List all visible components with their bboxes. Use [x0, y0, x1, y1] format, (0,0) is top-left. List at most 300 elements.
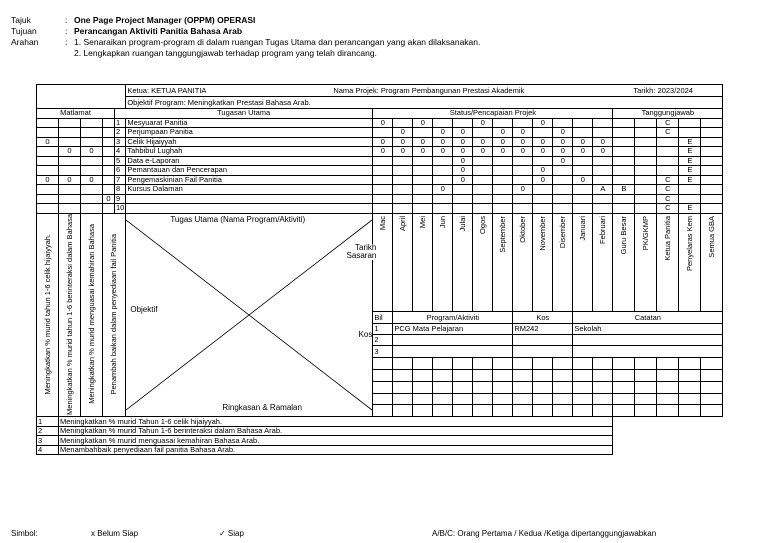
responsibility-mark — [613, 204, 635, 214]
matlamat-mark — [103, 185, 115, 195]
status-mark: 0 — [553, 147, 573, 157]
empty-cell — [679, 393, 701, 405]
status-mark — [413, 128, 433, 138]
task-name: Pengemaskinian Fail Panitia — [126, 175, 373, 185]
objective-text: Meningkatkan % murid Tahun 1-6 celik hijaiyyah. — [59, 417, 613, 427]
matlamat-mark — [103, 137, 115, 147]
task-number: 5 — [115, 156, 126, 166]
arahan-2: 2. Lengkapkan ruangan tanggungjawab terhadap program yang telah dirancang. — [74, 48, 377, 58]
status-mark — [393, 204, 413, 214]
matlamat-mark — [81, 194, 103, 204]
empty-cell — [533, 369, 553, 381]
matlamat-mark: 0 — [37, 137, 59, 147]
matlamat-vertical-text: Meningkatkan % murid tahun 1-6 berinteraksi dalam Bahasa — [64, 213, 74, 415]
responsibility-mark — [657, 156, 679, 166]
month-label: Februari — [597, 215, 607, 244]
grid-row — [37, 97, 723, 109]
empty-cell — [533, 381, 553, 393]
status-mark — [393, 175, 413, 185]
header-value: 1. Senaraikan program-program di dalam ruangan Tugas Utama dan perancangan yang akan dilaksanakan. — [74, 37, 481, 47]
status-mark: 0 — [393, 128, 413, 138]
status-mark — [553, 118, 573, 128]
empty-cell — [613, 393, 635, 405]
status-mark — [593, 194, 613, 204]
cost-kos — [513, 335, 573, 346]
grid-row — [37, 204, 723, 214]
status-mark — [453, 204, 473, 214]
empty-cell — [593, 357, 613, 369]
document-header — [11, 15, 480, 59]
spacer-cell — [701, 194, 723, 204]
status-mark — [593, 156, 613, 166]
ringkasan-label: Ringkasan & Ramalan — [222, 403, 302, 413]
status-mark: 0 — [433, 128, 453, 138]
status-mark: 0 — [573, 137, 593, 147]
status-mark: 0 — [373, 147, 393, 157]
empty-cell — [593, 405, 613, 417]
status-mark — [413, 204, 433, 214]
ketua: Ketua: KETUA PANITIA — [127, 85, 207, 95]
responsibility-mark — [613, 166, 635, 176]
month-label: Januari — [577, 215, 587, 241]
status-mark: 0 — [413, 118, 433, 128]
matlamat-vertical-text: Meningkatkan % murid tahun 1-6 celik hijaiyyah. — [42, 233, 52, 395]
month-label: Disember — [557, 215, 567, 248]
siap-legend: ✓ Siap — [219, 529, 244, 538]
status-mark: 0 — [413, 137, 433, 147]
task-name: Celik Hijaiyyah — [126, 137, 373, 147]
status-mark — [533, 185, 553, 195]
status-mark: 0 — [453, 147, 473, 157]
empty-cell — [493, 357, 513, 369]
status-mark: 0 — [533, 118, 553, 128]
task-name: Mesyuarat Panitia — [126, 118, 373, 128]
status-mark — [473, 175, 493, 185]
cost-kos — [513, 346, 573, 357]
task-name: Perjumpaan Panitia — [126, 128, 373, 138]
matlamat-mark — [37, 166, 59, 176]
responsibility-mark: C — [657, 204, 679, 214]
empty-cell — [593, 381, 613, 393]
empty-cell — [593, 369, 613, 381]
responsibility-mark: E — [679, 137, 701, 147]
matlamat-mark — [81, 166, 103, 176]
empty-cell — [635, 381, 657, 393]
empty-cell — [373, 393, 393, 405]
status-mark: 0 — [533, 166, 553, 176]
sasaran-label: Sasaran — [346, 250, 377, 260]
empty-cell — [573, 405, 593, 417]
tarikh-label: Tarikh — [355, 242, 377, 252]
month-header — [493, 213, 513, 312]
objektif-program: Objektif Program: Meningkatkan Prestasi Bahasa Arab. — [126, 97, 723, 109]
status-mark: 0 — [573, 147, 593, 157]
spacer-cell — [701, 147, 723, 157]
matlamat-mark: 0 — [59, 175, 81, 185]
task-number: 8 — [115, 185, 126, 195]
empty-cell — [573, 357, 593, 369]
empty-cell — [373, 369, 393, 381]
status-mark — [433, 166, 453, 176]
status-mark — [473, 128, 493, 138]
role-label: Guru Besar — [618, 215, 628, 254]
empty-cell — [513, 357, 533, 369]
role-label: Penyelaras Kem — [684, 215, 694, 271]
status-mark — [493, 175, 513, 185]
objective-number: 3 — [37, 436, 59, 446]
matlamat-mark — [37, 128, 59, 138]
status-mark: 0 — [433, 147, 453, 157]
header-row — [11, 37, 480, 48]
empty-cell — [613, 369, 635, 381]
month-header — [393, 213, 413, 312]
tarikh: Tarikh: 2023/2024 — [633, 85, 693, 95]
task-number: 6 — [115, 166, 126, 176]
empty-cell — [433, 393, 453, 405]
matlamat-mark — [81, 185, 103, 195]
status-mark — [573, 156, 593, 166]
matlamat-mark: 0 — [103, 194, 115, 204]
task-name: Tahbibul Lughah — [126, 147, 373, 157]
status-mark — [473, 156, 493, 166]
matlamat-mark — [59, 137, 81, 147]
grid-row — [37, 147, 723, 157]
spacer-cell — [701, 204, 723, 214]
grid-row — [37, 166, 723, 176]
month-header — [573, 213, 593, 312]
status-mark — [473, 204, 493, 214]
empty-cell — [453, 381, 473, 393]
grid-row — [37, 445, 723, 455]
empty-cell — [635, 393, 657, 405]
status-mark — [533, 194, 553, 204]
task-number: 4 — [115, 147, 126, 157]
kos-header: Kos — [513, 312, 573, 323]
empty-cell — [513, 369, 533, 381]
empty-cell — [473, 369, 493, 381]
status-mark: 0 — [453, 137, 473, 147]
empty-cell — [701, 381, 723, 393]
status-mark: A — [593, 185, 613, 195]
responsibility-mark — [679, 118, 701, 128]
status-mark: 0 — [513, 128, 533, 138]
empty-cell — [393, 357, 413, 369]
empty-cell — [701, 405, 723, 417]
status-mark — [573, 128, 593, 138]
month-header — [453, 213, 473, 312]
status-mark — [433, 204, 453, 214]
responsibility-mark: C — [657, 175, 679, 185]
status-mark — [573, 204, 593, 214]
responsibility-mark — [635, 185, 657, 195]
status-mark: 0 — [493, 147, 513, 157]
month-header — [433, 213, 453, 312]
month-label: Julai — [457, 215, 467, 231]
responsibility-mark: B — [613, 185, 635, 195]
empty-cell — [573, 381, 593, 393]
status-mark — [393, 156, 413, 166]
matlamat-mark — [37, 147, 59, 157]
empty-cell — [573, 393, 593, 405]
status-mark: 0 — [553, 128, 573, 138]
responsibility-mark — [635, 137, 657, 147]
status-mark — [493, 185, 513, 195]
task-number: 3 — [115, 137, 126, 147]
empty-cell — [533, 357, 553, 369]
cost-catatan: Sekolah — [573, 323, 723, 334]
month-header — [473, 213, 493, 312]
status-mark: 0 — [393, 147, 413, 157]
status-mark — [433, 194, 453, 204]
header-value: One Page Project Manager (OPPM) OPERASI — [74, 15, 256, 25]
empty-cell — [573, 369, 593, 381]
empty-cell — [413, 405, 433, 417]
month-label: Mac — [377, 215, 387, 230]
objective-text: Meningkatkan % murid Tahun 1-6 berinteraksi dalam Bahasa Arab. — [59, 426, 613, 436]
role-label: Ketua Panitia — [662, 215, 672, 261]
empty-cell — [613, 357, 635, 369]
grid-row — [37, 156, 723, 166]
responsibility-mark — [635, 175, 657, 185]
status-mark: 0 — [493, 137, 513, 147]
status-mark — [413, 194, 433, 204]
matlamat-mark — [103, 147, 115, 157]
empty-cell — [553, 381, 573, 393]
spacer-cell — [701, 156, 723, 166]
header-key: Tajuk — [11, 15, 31, 25]
responsibility-mark — [635, 194, 657, 204]
responsibility-mark: C — [657, 185, 679, 195]
nama-projek: Nama Projek: Program Pembangunan Prestasi Akademik — [333, 85, 525, 95]
header-colon: : — [65, 15, 68, 25]
status-mark — [493, 194, 513, 204]
month-label: September — [497, 215, 507, 253]
matlamat-mark — [59, 118, 81, 128]
top-left-blank — [37, 85, 126, 109]
empty-cell — [657, 357, 679, 369]
matlamat-vertical-text: Meningkatkan % murid menguasai kemahiran Bahasa — [86, 224, 96, 404]
tanggungjawab-header: Tanggungjawab — [613, 109, 723, 119]
status-mark — [393, 185, 413, 195]
matlamat-mark — [37, 185, 59, 195]
matlamat-mark — [59, 194, 81, 204]
responsibility-mark — [679, 194, 701, 204]
status-mark — [453, 118, 473, 128]
responsibility-mark — [635, 128, 657, 138]
x-diagram-box — [126, 213, 377, 417]
status-mark: 0 — [413, 147, 433, 157]
responsibility-mark — [657, 166, 679, 176]
matlamat-vertical-text: Penambah baikan dalam penyediaan fail Panitia — [109, 233, 119, 395]
empty-cell — [453, 393, 473, 405]
responsibility-mark — [679, 185, 701, 195]
status-mark — [473, 194, 493, 204]
responsibility-mark: E — [679, 147, 701, 157]
empty-cell — [433, 369, 453, 381]
empty-cell — [635, 357, 657, 369]
matlamat-vertical-label — [59, 213, 81, 417]
empty-cell — [393, 405, 413, 417]
status-mark — [553, 204, 573, 214]
empty-cell — [679, 369, 701, 381]
status-mark — [493, 156, 513, 166]
month-label: Mei — [417, 215, 427, 228]
responsibility-mark: E — [679, 175, 701, 185]
grid-row — [37, 137, 723, 147]
oppm-grid — [36, 84, 723, 455]
status-mark — [373, 175, 393, 185]
matlamat-mark — [103, 118, 115, 128]
empty-cell — [493, 393, 513, 405]
x-diagram — [126, 220, 372, 413]
grid-row — [37, 417, 723, 427]
grid-row — [37, 175, 723, 185]
empty-cell — [413, 369, 433, 381]
task-number: 7 — [115, 175, 126, 185]
responsibility-mark — [613, 156, 635, 166]
empty-cell — [453, 405, 473, 417]
task-number: 2 — [115, 128, 126, 138]
status-mark — [493, 204, 513, 214]
matlamat-mark — [81, 156, 103, 166]
matlamat-mark — [103, 166, 115, 176]
matlamat-mark — [103, 175, 115, 185]
status-mark: 0 — [553, 156, 573, 166]
status-mark: 0 — [493, 128, 513, 138]
empty-cell — [701, 393, 723, 405]
grid-row — [37, 213, 723, 312]
simbol-label: Simbol: — [11, 529, 38, 538]
status-mark: 0 — [393, 137, 413, 147]
task-name — [126, 204, 373, 214]
status-mark — [493, 166, 513, 176]
matlamat-mark: 0 — [37, 175, 59, 185]
cost-bil: 3 — [373, 346, 393, 357]
status-mark: 0 — [553, 137, 573, 147]
tugas-utama-label: Tugas Utama (Nama Program/Aktiviti) — [170, 214, 306, 224]
role-label: Semua GBA — [706, 215, 716, 258]
empty-cell — [613, 381, 635, 393]
empty-cell — [701, 369, 723, 381]
role-header — [635, 213, 657, 312]
status-mark — [373, 185, 393, 195]
responsibility-mark — [657, 137, 679, 147]
cost-bil: 1 — [373, 323, 393, 334]
task-number: 9 — [115, 194, 126, 204]
bil-header: Bil — [373, 312, 393, 323]
status-mark: 0 — [513, 185, 533, 195]
status-mark — [593, 175, 613, 185]
empty-cell — [393, 393, 413, 405]
status-mark: 0 — [593, 137, 613, 147]
empty-cell — [657, 381, 679, 393]
status-mark: 0 — [513, 147, 533, 157]
empty-cell — [679, 405, 701, 417]
matlamat-mark — [37, 156, 59, 166]
responsibility-mark — [635, 118, 657, 128]
status-mark — [413, 156, 433, 166]
empty-cell — [413, 393, 433, 405]
status-mark — [393, 118, 413, 128]
status-mark — [573, 166, 593, 176]
task-name: Data e-Laporan — [126, 156, 373, 166]
status-header: Status/Pencapaian Projek — [373, 109, 613, 119]
empty-cell — [433, 381, 453, 393]
status-mark — [553, 166, 573, 176]
objective-number: 4 — [37, 445, 59, 455]
role-header — [679, 213, 701, 312]
grid-row — [37, 85, 723, 97]
header-row — [11, 15, 480, 26]
empty-cell — [553, 357, 573, 369]
responsibility-mark: C — [657, 118, 679, 128]
cost-program: PCG Mata Pelajaran — [393, 323, 513, 334]
empty-cell — [657, 405, 679, 417]
empty-cell — [553, 369, 573, 381]
objective-text: Meningkatkan % murid menguasai kemahiran Bahasa Arab. — [59, 436, 613, 446]
matlamat-vertical-label — [37, 213, 59, 417]
status-mark — [453, 185, 473, 195]
status-mark: 0 — [433, 185, 453, 195]
month-label: April — [397, 215, 407, 231]
responsibility-mark — [635, 166, 657, 176]
kos-label: Kos — [358, 329, 373, 339]
month-header — [593, 213, 613, 312]
month-header — [553, 213, 573, 312]
objektif-label: Objektif — [130, 304, 158, 314]
status-mark — [513, 156, 533, 166]
empty-cell — [533, 405, 553, 417]
status-mark — [553, 175, 573, 185]
empty-cell — [453, 357, 473, 369]
matlamat-mark: 0 — [59, 147, 81, 157]
status-mark — [473, 166, 493, 176]
status-mark — [593, 166, 613, 176]
status-mark — [373, 166, 393, 176]
spacer-cell — [701, 166, 723, 176]
empty-cell — [533, 393, 553, 405]
responsibility-mark — [679, 128, 701, 138]
status-mark — [413, 166, 433, 176]
empty-cell — [433, 405, 453, 417]
month-label: Ogos — [477, 215, 487, 234]
status-mark: 0 — [453, 128, 473, 138]
status-mark — [573, 118, 593, 128]
responsibility-mark — [635, 156, 657, 166]
month-label: November — [537, 215, 547, 251]
status-mark: 0 — [373, 118, 393, 128]
matlamat-mark — [59, 204, 81, 214]
matlamat-mark — [103, 204, 115, 214]
spacer-cell — [701, 128, 723, 138]
empty-cell — [373, 357, 393, 369]
status-mark: 0 — [533, 147, 553, 157]
month-label: Jun — [437, 215, 447, 228]
status-mark — [393, 194, 413, 204]
status-mark — [573, 194, 593, 204]
responsibility-mark: E — [679, 156, 701, 166]
empty-cell — [593, 393, 613, 405]
header-key: Tujuan — [11, 26, 37, 36]
responsibility-mark — [613, 137, 635, 147]
matlamat-mark — [81, 137, 103, 147]
responsibility-mark — [613, 175, 635, 185]
status-mark — [593, 204, 613, 214]
status-mark — [473, 185, 493, 195]
responsibility-mark — [657, 147, 679, 157]
status-mark — [533, 204, 553, 214]
responsibility-mark — [613, 118, 635, 128]
